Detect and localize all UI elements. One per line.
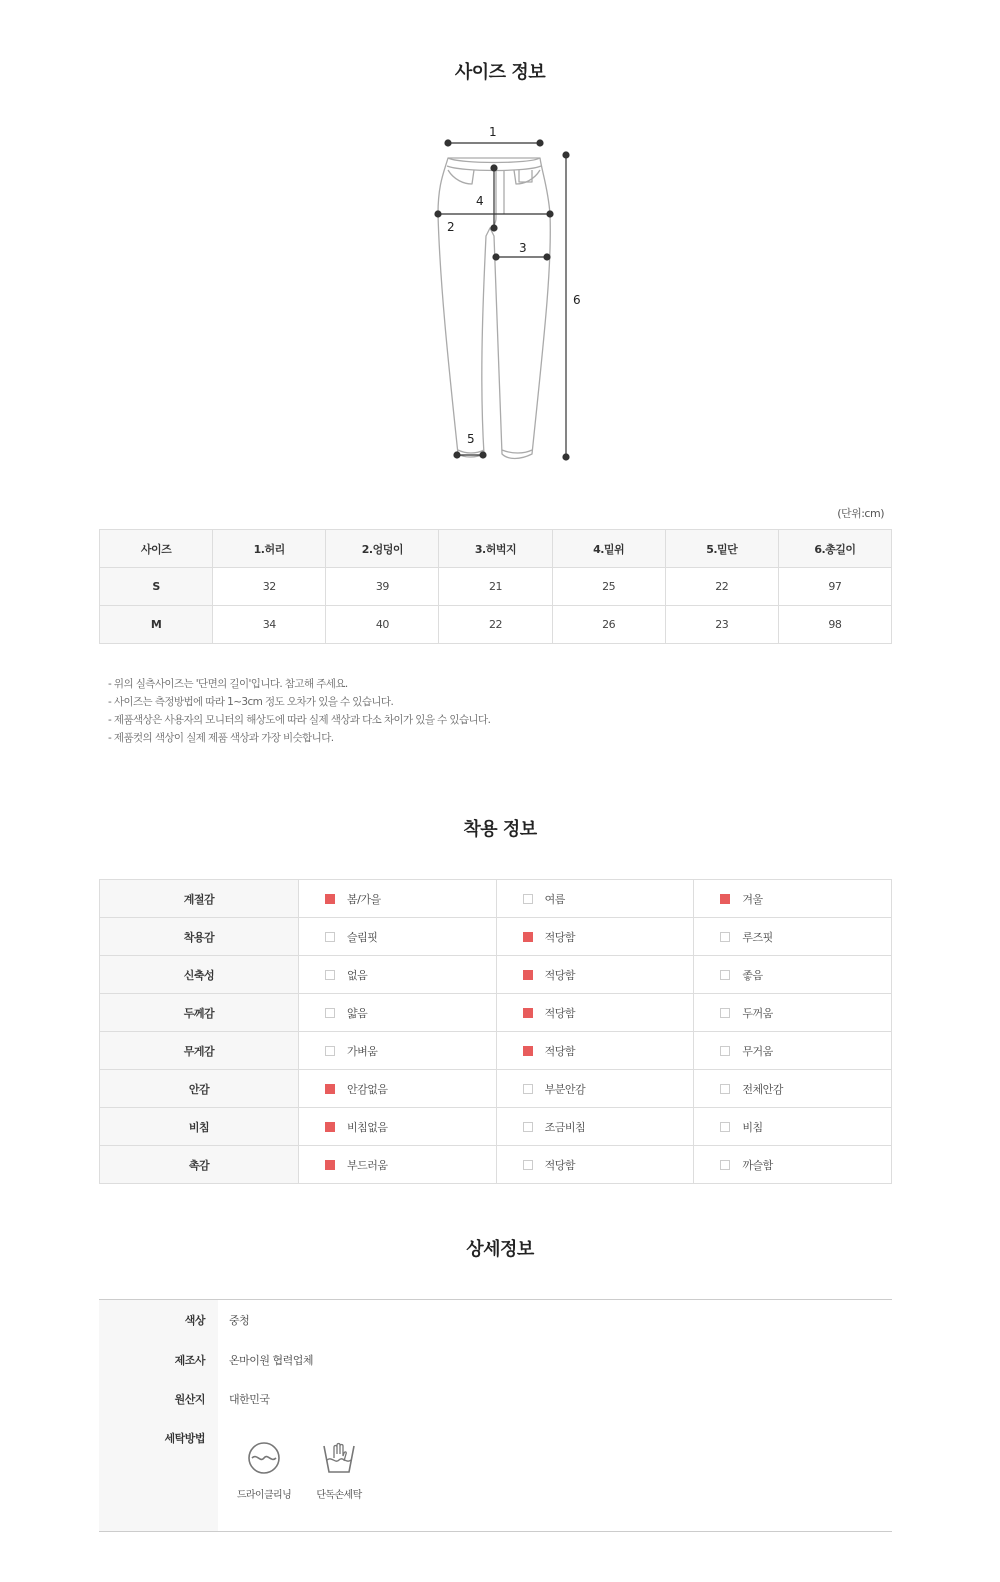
unchecked-checkbox	[720, 1160, 730, 1170]
fit-row	[100, 1146, 892, 1184]
detail-info-title: 상세정보	[466, 1239, 534, 1260]
fit-row	[100, 880, 892, 918]
size-header-cell: 사이즈	[100, 530, 213, 568]
fit-option-label: 적당함	[544, 930, 576, 944]
diagram-label-3: 3	[519, 241, 527, 255]
checked-checkbox	[325, 894, 335, 904]
fit-option	[496, 994, 694, 1032]
fit-option-label: 전체안감	[742, 1082, 783, 1096]
fit-option	[694, 1108, 892, 1146]
fit-option-label: 얇음	[347, 1006, 368, 1020]
fit-row-label: 촉감	[100, 1146, 299, 1184]
fit-option	[299, 1146, 497, 1184]
size-value-cell: 22	[665, 568, 778, 606]
detail-key: 제조사	[174, 1354, 205, 1367]
fit-option-label: 적당함	[544, 1158, 576, 1172]
fit-option-label: 여름	[544, 892, 565, 906]
fit-option	[694, 918, 892, 956]
fit-row-label: 신축성	[100, 956, 299, 994]
fit-option-label: 부분안감	[544, 1082, 586, 1096]
fit-option-label: 안감없음	[347, 1082, 388, 1096]
detail-value: 중청	[229, 1314, 250, 1327]
fit-option-label: 두꺼움	[742, 1006, 773, 1020]
size-value-cell: 22	[439, 606, 552, 644]
size-table-header	[100, 530, 892, 568]
fit-row-label: 안감	[100, 1070, 299, 1108]
unit-label: (단위:cm)	[837, 507, 884, 520]
unchecked-checkbox	[523, 1160, 533, 1170]
fit-option	[694, 1032, 892, 1070]
care-item-dry-clean	[229, 1440, 299, 1501]
unchecked-checkbox	[720, 1122, 730, 1132]
size-note: - 위의 실측사이즈는 '단면의 길이'입니다. 참고해 주세요.	[108, 678, 348, 690]
fit-row-label: 착용감	[100, 918, 299, 956]
unchecked-checkbox	[523, 1122, 533, 1132]
size-info-title: 사이즈 정보	[454, 62, 546, 83]
size-header-cell: 5.밑단	[665, 530, 778, 568]
care-item-hand-wash	[304, 1440, 374, 1501]
unchecked-checkbox	[523, 894, 533, 904]
fit-option	[299, 1108, 497, 1146]
size-header-cell: 6.총길이	[778, 530, 891, 568]
fit-option	[299, 880, 497, 918]
detail-label-column	[99, 1300, 218, 1531]
unchecked-checkbox	[325, 970, 335, 980]
fit-option-label: 루즈핏	[742, 930, 773, 944]
checked-checkbox	[720, 894, 730, 904]
fit-table	[99, 879, 892, 1184]
size-name-cell: S	[100, 568, 213, 606]
unchecked-checkbox	[720, 1046, 730, 1056]
unchecked-checkbox	[720, 1084, 730, 1094]
unchecked-checkbox	[325, 1008, 335, 1018]
size-note: - 제품컷의 색상이 실제 제품 색상과 가장 비슷합니다.	[108, 732, 334, 744]
size-note: - 사이즈는 측정방법에 따라 1~3cm 정도 오차가 있을 수 있습니다.	[108, 696, 394, 708]
detail-row-maker	[99, 1352, 892, 1372]
fit-option	[694, 1146, 892, 1184]
detail-value: 대한민국	[229, 1393, 270, 1406]
fit-option	[299, 956, 497, 994]
fit-option	[299, 918, 497, 956]
fit-row	[100, 1108, 892, 1146]
size-value-cell: 40	[326, 606, 439, 644]
detail-key: 색상	[184, 1314, 205, 1327]
care-label: 드라이클리닝	[236, 1490, 292, 1501]
fit-option-label: 무거움	[742, 1044, 773, 1058]
fit-option-label: 적당함	[544, 1044, 576, 1058]
fit-option	[299, 1032, 497, 1070]
size-header-cell: 3.허벅지	[439, 530, 552, 568]
fit-row	[100, 1032, 892, 1070]
size-value-cell: 39	[326, 568, 439, 606]
fit-option-label: 비침없음	[347, 1120, 388, 1134]
fit-option-label: 까슬함	[742, 1158, 773, 1172]
fit-option-label: 좋음	[742, 968, 763, 982]
checked-checkbox	[325, 1122, 335, 1132]
fit-option-label: 가벼움	[347, 1044, 378, 1058]
pants-measurement-diagram	[420, 118, 600, 470]
detail-value: 온마이원 협력업체	[229, 1354, 314, 1367]
fit-option	[694, 956, 892, 994]
fit-row-label: 무게감	[100, 1032, 299, 1070]
fit-option	[496, 1032, 694, 1070]
fit-row	[100, 1070, 892, 1108]
fit-option	[299, 1070, 497, 1108]
fit-option-label: 부드러움	[347, 1158, 388, 1172]
unchecked-checkbox	[720, 932, 730, 942]
detail-row-color	[99, 1312, 892, 1332]
checked-checkbox	[523, 932, 533, 942]
dry-clean-icon	[246, 1440, 282, 1476]
size-value-cell: 34	[213, 606, 326, 644]
size-table	[99, 529, 892, 644]
fit-option-label: 봄/가을	[347, 892, 381, 906]
size-value-cell: 97	[778, 568, 891, 606]
fit-option-label: 적당함	[544, 1006, 576, 1020]
size-header-cell: 1.허리	[213, 530, 326, 568]
fit-row	[100, 994, 892, 1032]
hand-wash-icon	[321, 1440, 357, 1476]
size-value-cell: 23	[665, 606, 778, 644]
diagram-label-1: 1	[489, 125, 497, 139]
fit-row-label: 계절감	[100, 880, 299, 918]
size-notes	[108, 675, 490, 747]
fit-row-label: 비침	[100, 1108, 299, 1146]
size-value-cell: 26	[552, 606, 665, 644]
fit-option	[496, 1108, 694, 1146]
checked-checkbox	[523, 970, 533, 980]
size-header-cell: 4.밑위	[552, 530, 665, 568]
detail-row-origin	[99, 1391, 892, 1411]
detail-key: 세탁방법	[164, 1432, 205, 1445]
fit-row	[100, 956, 892, 994]
fit-option-label: 비침	[742, 1120, 763, 1134]
fit-option	[694, 1070, 892, 1108]
size-note: - 제품색상은 사용자의 모니터의 해상도에 따라 실제 색상과 다소 차이가 있을 수 있습니다.	[108, 714, 491, 726]
unchecked-checkbox	[325, 932, 335, 942]
detail-info-table	[99, 1299, 892, 1532]
diagram-label-6: 6	[573, 293, 581, 307]
diagram-label-5: 5	[467, 432, 475, 446]
checked-checkbox	[325, 1160, 335, 1170]
fit-option	[496, 1070, 694, 1108]
unchecked-checkbox	[720, 970, 730, 980]
size-value-cell: 98	[778, 606, 891, 644]
fit-option-label: 슬림핏	[347, 930, 378, 944]
diagram-label-2: 2	[447, 220, 455, 234]
unchecked-checkbox	[523, 1084, 533, 1094]
fit-option	[299, 994, 497, 1032]
fit-option	[496, 918, 694, 956]
fit-option	[496, 1146, 694, 1184]
fit-option-label: 없음	[347, 968, 368, 982]
fit-option	[694, 880, 892, 918]
fit-option-label: 겨울	[742, 892, 763, 906]
size-value-cell: 25	[552, 568, 665, 606]
unchecked-checkbox	[325, 1046, 335, 1056]
checked-checkbox	[523, 1008, 533, 1018]
fit-option	[694, 994, 892, 1032]
detail-row-wash	[99, 1430, 892, 1450]
diagram-label-4: 4	[476, 194, 484, 208]
detail-key: 원산지	[174, 1393, 205, 1406]
size-name-cell: M	[100, 606, 213, 644]
fit-option	[496, 880, 694, 918]
fit-info-title: 착용 정보	[463, 819, 537, 840]
fit-row	[100, 918, 892, 956]
fit-row-label: 두께감	[100, 994, 299, 1032]
fit-option-label: 조금비침	[544, 1120, 586, 1134]
size-value-cell: 21	[439, 568, 552, 606]
fit-option-label: 적당함	[544, 968, 576, 982]
size-header-cell: 2.엉덩이	[326, 530, 439, 568]
checked-checkbox	[325, 1084, 335, 1094]
unchecked-checkbox	[720, 1008, 730, 1018]
size-row	[100, 606, 892, 644]
care-label: 단독손세탁	[316, 1490, 362, 1501]
fit-option	[496, 956, 694, 994]
size-row	[100, 568, 892, 606]
checked-checkbox	[523, 1046, 533, 1056]
size-value-cell: 32	[213, 568, 326, 606]
